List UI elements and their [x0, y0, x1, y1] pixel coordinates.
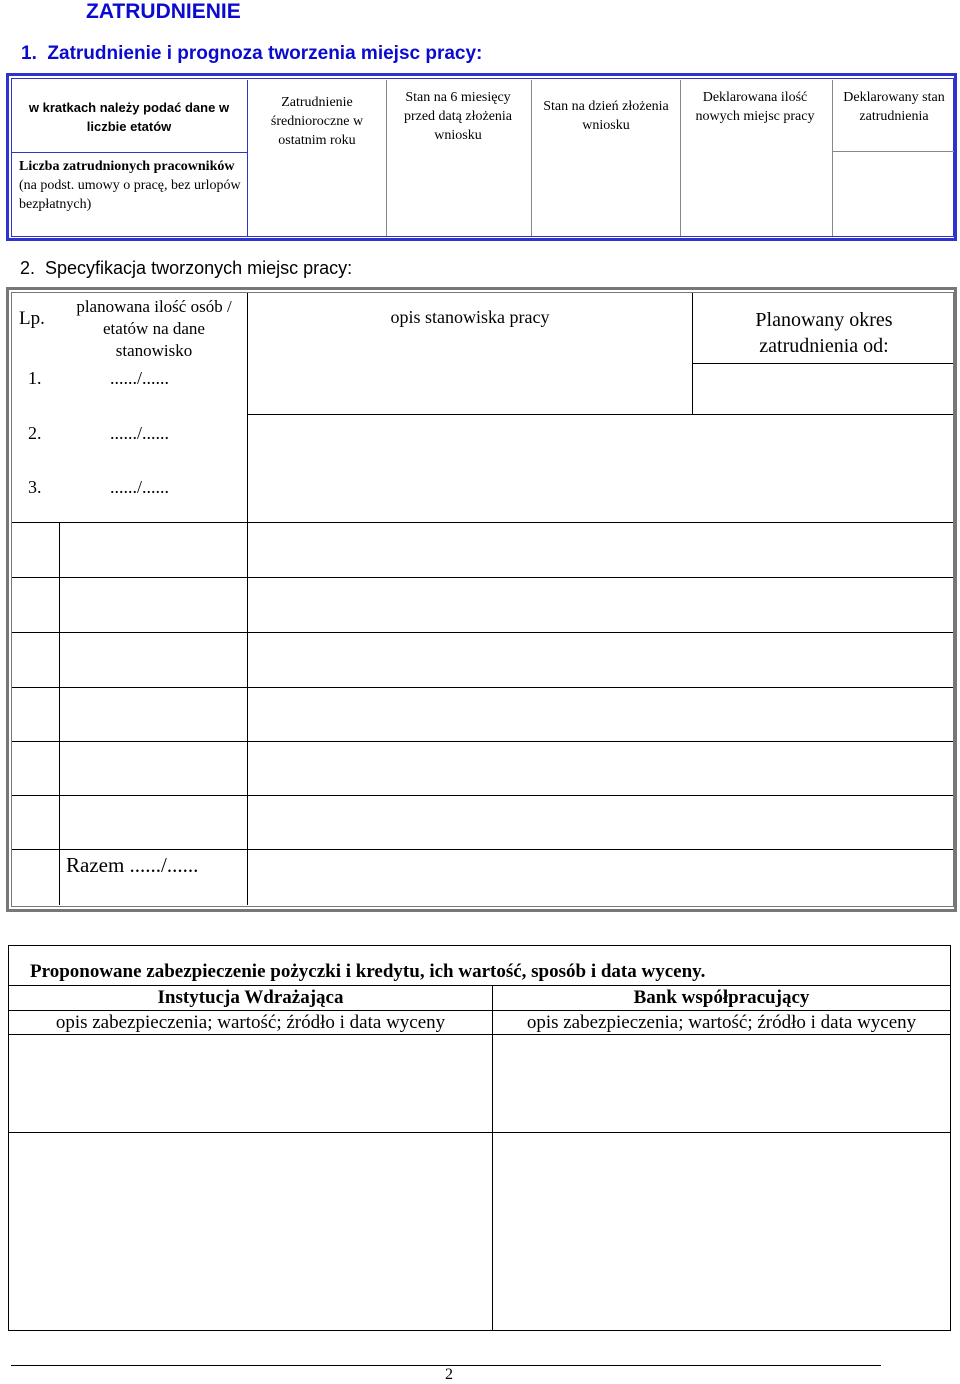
col-declared-employment: Deklarowany stan zatrudnienia: [843, 90, 945, 124]
collateral-cell[interactable]: [9, 1035, 491, 1131]
cell-state-submission[interactable]: [532, 153, 679, 235]
col-avg-employment: Zatrudnienie średnioroczne w ostatnim roku: [270, 95, 364, 148]
cell-state-6-months[interactable]: [387, 153, 530, 235]
cell-declared-employment[interactable]: [833, 153, 953, 235]
period-cell[interactable]: [693, 364, 953, 413]
units-note: w kratkach należy podać dane w liczbie etatów: [28, 100, 230, 134]
col-planned-header: planowana ilość osób / etatów na dane stanowisko: [76, 297, 232, 360]
employees-row-label: [19, 157, 244, 214]
row-2-planned[interactable]: ....../......: [110, 423, 170, 443]
row-1-planned[interactable]: ....../......: [110, 368, 170, 388]
implementing-institution-subheader: opis zabezpieczenia; wartość; źródło i data wyceny: [55, 1012, 446, 1033]
cell-new-jobs[interactable]: [681, 153, 831, 235]
row-3-lp: 3.: [28, 477, 42, 497]
collateral-cell[interactable]: [9, 1133, 491, 1329]
section2-heading: 2. Specyfikacja tworzonych miejsc pracy:: [20, 258, 353, 278]
page-number: 2: [445, 1366, 453, 1383]
col-description-header: opis stanowiska pracy: [390, 307, 550, 327]
cooperating-bank-header: Bank współpracujący: [633, 987, 810, 1008]
section-title: ZATRUDNIENIE: [86, 0, 241, 23]
total-label: Razem ....../......: [66, 853, 199, 877]
description-cell[interactable]: [248, 293, 691, 413]
col-new-jobs: Deklarowana ilość nowych miejsc pracy: [695, 90, 815, 124]
col-state-submission: Stan na dzień złożenia wniosku: [543, 99, 669, 133]
col-lp-header: Lp.: [19, 308, 45, 329]
row-2-lp: 2.: [28, 423, 42, 443]
cell-avg-employment[interactable]: [248, 153, 385, 235]
col-period-header: Planowany okres zatrudnienia od:: [755, 309, 893, 357]
collateral-cell[interactable]: [493, 1035, 950, 1131]
section1-heading: 1. Zatrudnienie i prognoza tworzenia miejsc pracy:: [21, 43, 483, 64]
row-1-lp: 1.: [28, 368, 42, 388]
collateral-heading: Proponowane zabezpieczenie pożyczki i kredytu, ich wartość, sposób i data wyceny.: [30, 961, 706, 982]
collateral-cell[interactable]: [493, 1133, 950, 1329]
implementing-institution-header: Instytucja Wdrażająca: [157, 987, 344, 1008]
cooperating-bank-subheader: opis zabezpieczenia; wartość; źródło i data wyceny: [526, 1012, 917, 1033]
row-3-planned[interactable]: ....../......: [110, 477, 170, 497]
employees-row-label-bold: Liczba zatrudnionych pracowników: [19, 159, 235, 174]
col-state-6-months: Stan na 6 miesięcy przed datą złożenia wniosku: [403, 90, 513, 143]
employees-row-label-note: (na podst. umowy o pracę, bez urlopów bezpłatnych): [19, 178, 241, 212]
